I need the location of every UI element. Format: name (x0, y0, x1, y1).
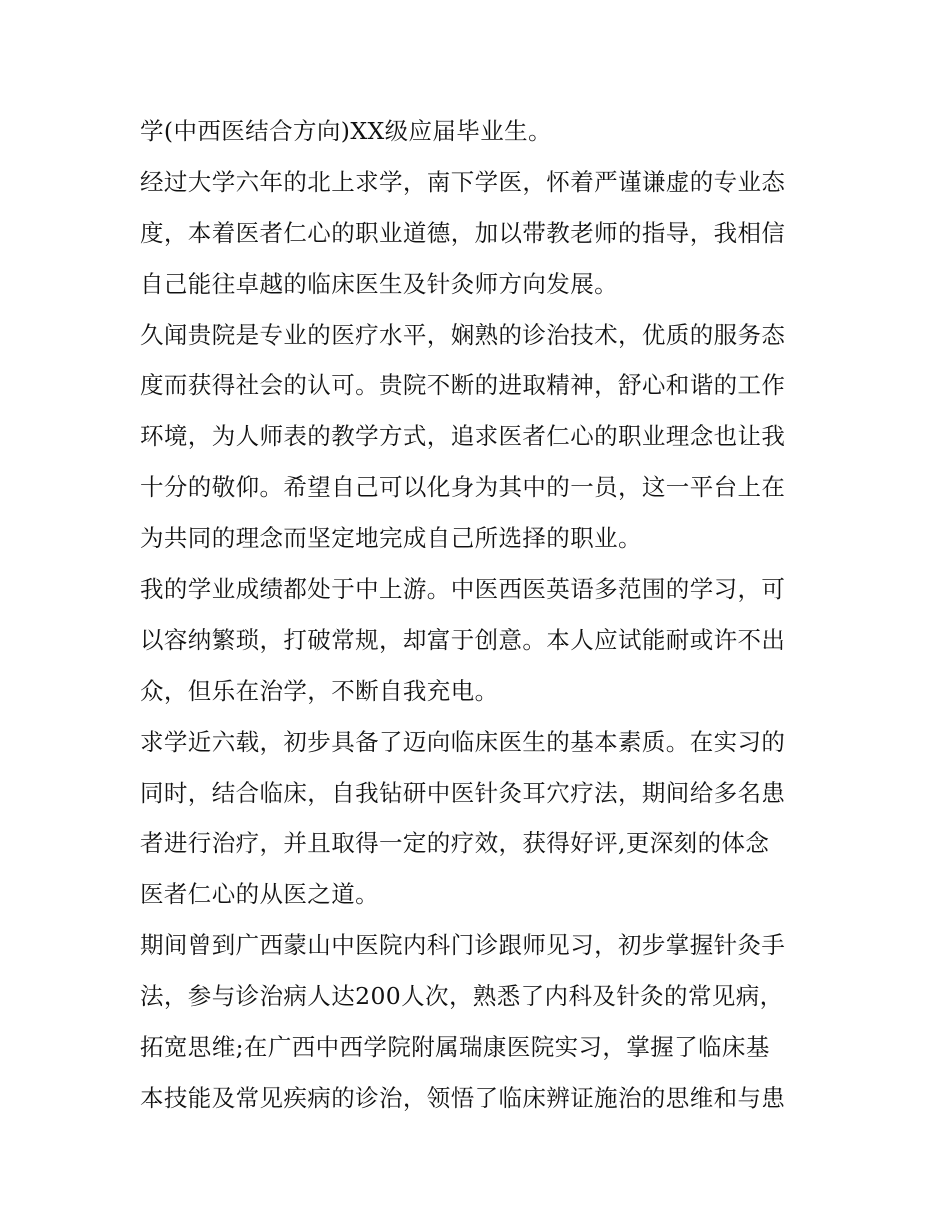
text-line: 同时，结合临床，自我钻研中医针灸耳穴疗法，期间给多名患 (140, 778, 786, 807)
text-line: 法，参与诊治病人达200人次，熟悉了内科及针灸的常见病， (140, 982, 784, 1011)
text-line: 者进行治疗，并且取得一定的疗效，获得好评,更深刻的体念 (140, 829, 770, 858)
text-line: 自己能往卓越的临床医生及针灸师方向发展。 (140, 269, 618, 298)
text-line: 我的学业成绩都处于中上游。中医西医英语多范围的学习，可 (140, 575, 786, 604)
text-line: 经过大学六年的北上求学，南下学医，怀着严谨谦虚的专业态 (140, 167, 786, 196)
text-line: 期间曾到广西蒙山中医院内科门诊跟师见习，初步掌握针灸手 (140, 931, 786, 960)
text-line: 度，本着医者仁心的职业道德，加以带教老师的指导，我相信 (140, 218, 786, 247)
text-line: 为共同的理念而坚定地完成自己所选择的职业。 (140, 524, 642, 553)
text-line: 度而获得社会的认可。贵院不断的进取精神，舒心和谐的工作 (140, 371, 786, 400)
text-line: 求学近六载，初步具备了迈向临床医生的基本素质。在实习的 (140, 727, 786, 756)
text-line: 以容纳繁琐，打破常规，却富于创意。本人应试能耐或许不出 (140, 625, 786, 654)
text-line: 十分的敬仰。希望自己可以化身为其中的一员，这一平台上在 (140, 473, 786, 502)
text-line: 众，但乐在治学，不断自我充电。 (140, 676, 499, 705)
text-line: 医者仁心的从医之道。 (140, 880, 379, 909)
text-line: 拓宽思维;在广西中西学院附属瑞康医院实习，掌握了临床基 (140, 1033, 770, 1062)
text-line: 学(中西医结合方向)XX级应届毕业生。 (140, 117, 552, 145)
text-line: 本技能及常见疾病的诊治，领悟了临床辨证施治的思维和与患 (140, 1083, 786, 1112)
text-line: 环境，为人师表的教学方式，追求医者仁心的职业理念也让我 (140, 422, 786, 451)
document-body (140, 106, 815, 1124)
text-line: 久闻贵院是专业的医疗水平，娴熟的诊治技术，优质的服务态 (140, 320, 786, 349)
